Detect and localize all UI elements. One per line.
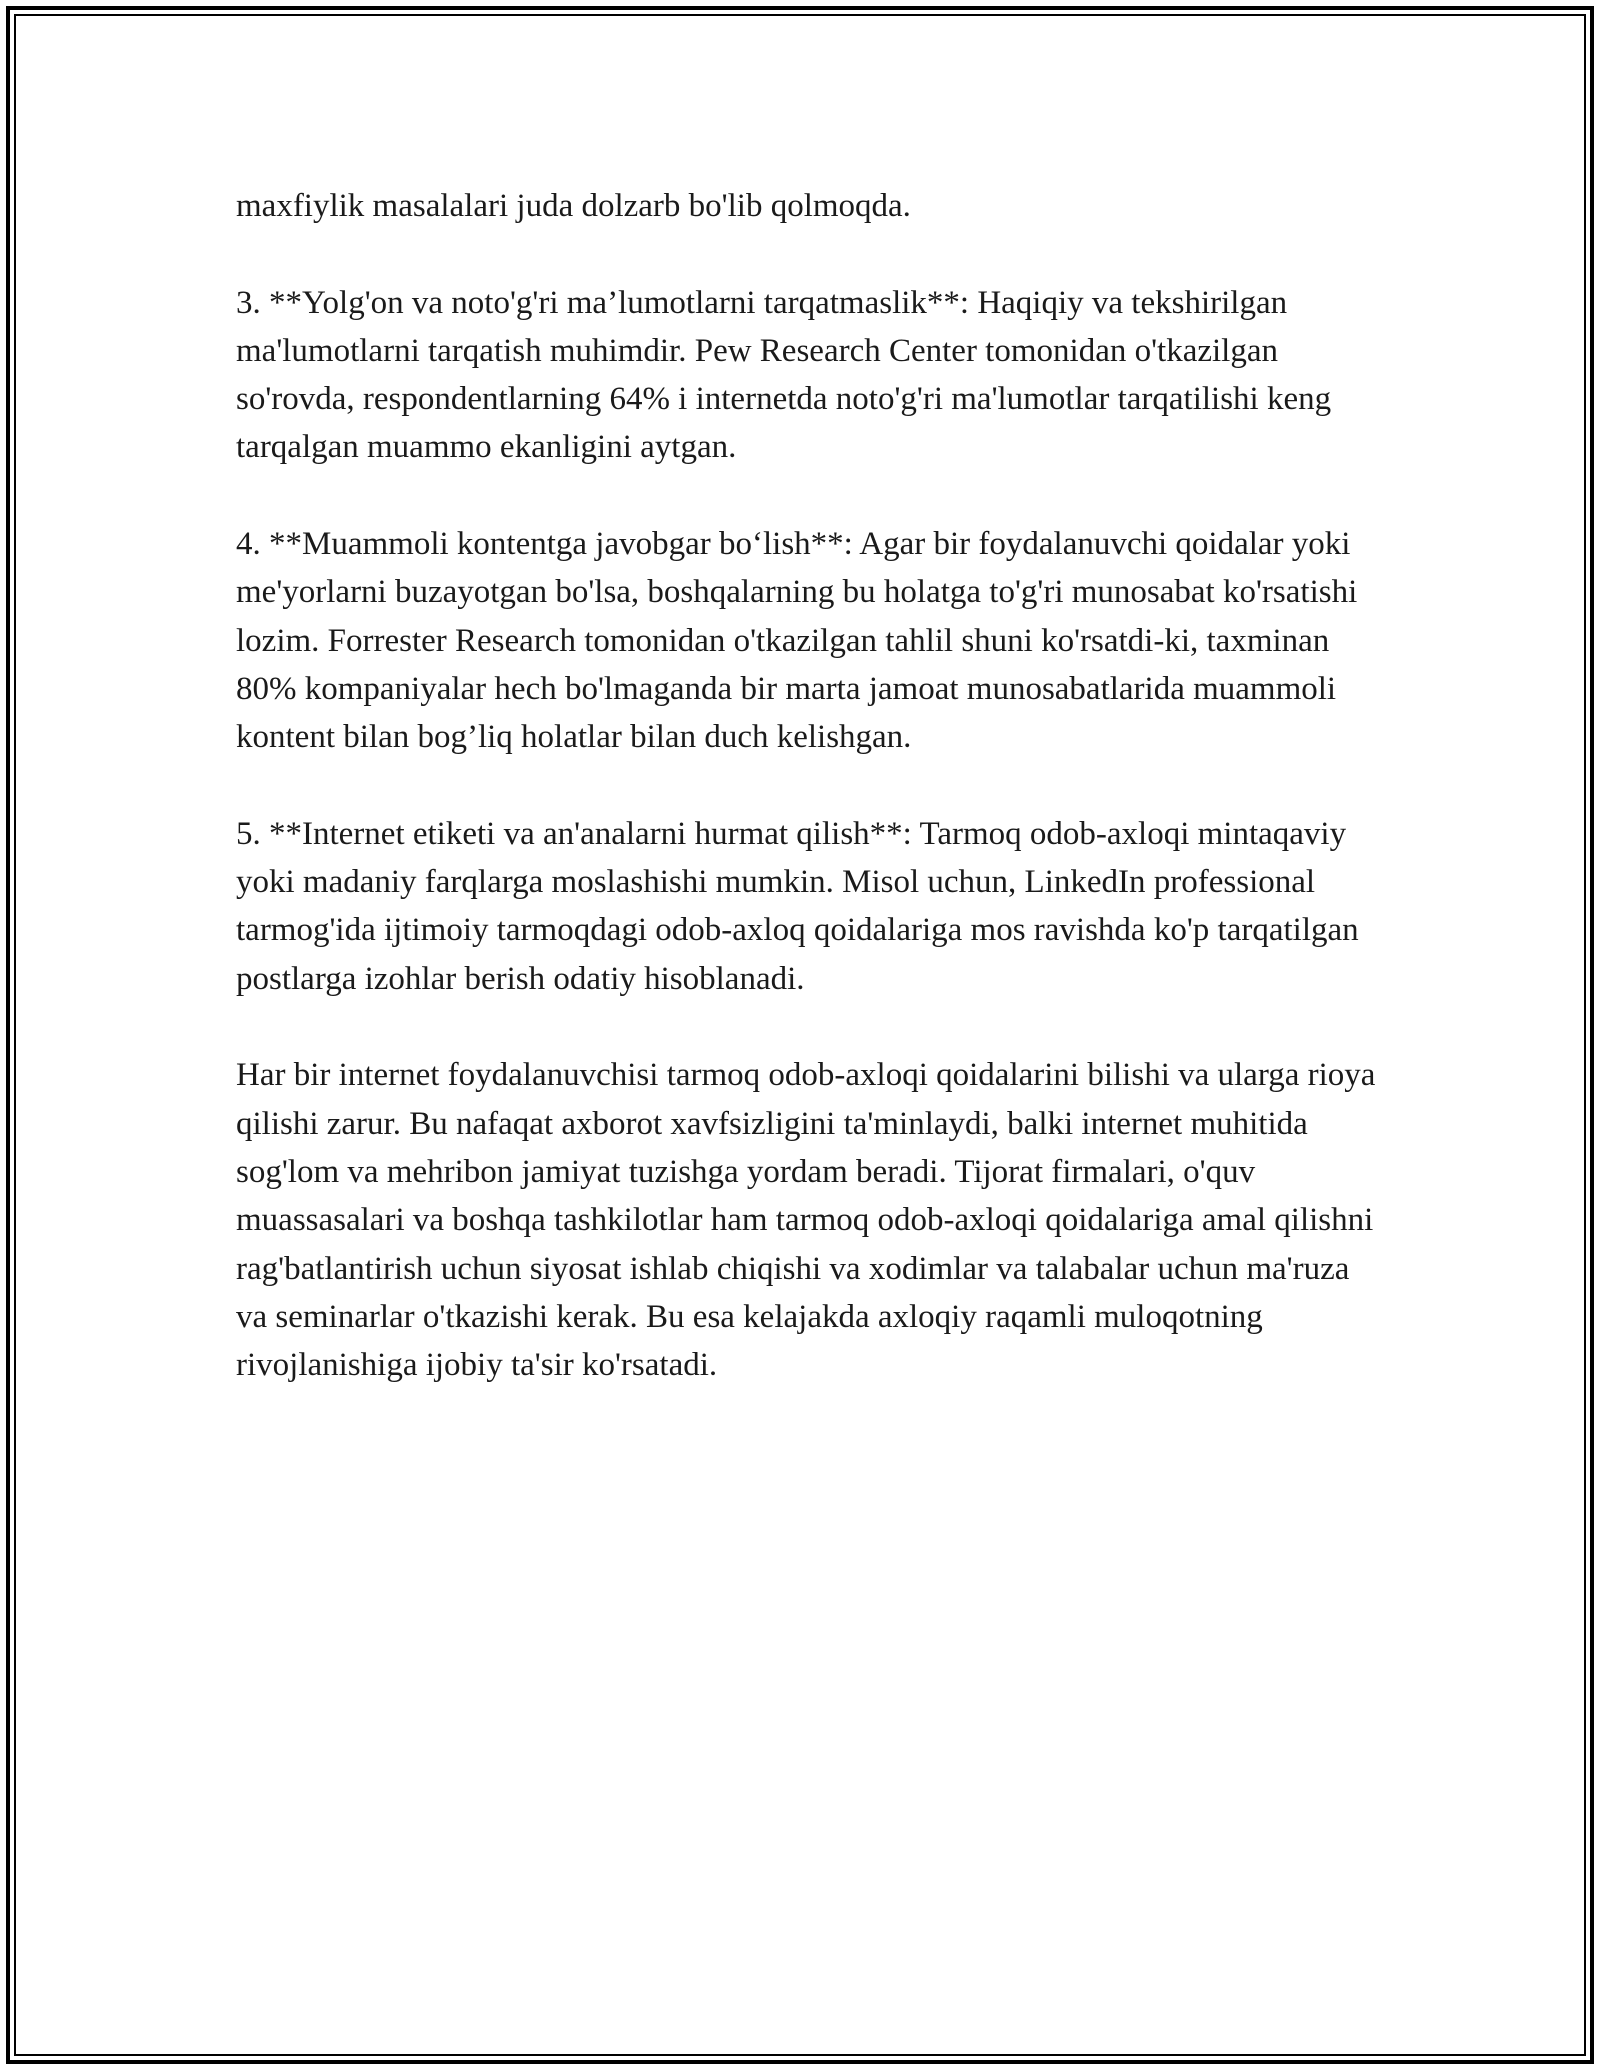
paragraph-intro-continuation: maxfiylik masalalari juda dolzarb bo'lib qolmoqda.	[236, 188, 911, 224]
document-body	[236, 182, 1376, 1438]
paragraph-conclusion: Har bir internet foydalanuvchisi tarmoq odob-axloqi qoidalarini bilishi va ularga rioya qilishi zarur. Bu nafaqat axborot xavfsizligini ta'minlaydi, balki internet muhitida sog'lom va mehribon jamiyat tuzishga yordam beradi. Tijorat firmalari, o'quv muassasalari va boshqa tashkilotlar ham tarmoq odob-axloqi qoidalariga amal qilishni rag'batlantirish uchun siyosat ishlab chiqishi va xodimlar va talabalar uchun ma'ruza va seminarlar o'tkazishi kerak. Bu esa kelajakda axloqiy raqamli muloqotning rivojlanishiga ijobiy ta'sir ko'rsatadi.	[236, 1057, 1376, 1384]
paragraph-item-4: 4. **Muammoli kontentga javobgar bo‘lish**: Agar bir foydalanuvchi qoidalar yoki me'yorlarni buzayotgan bo'lsa, boshqalarning bu holatga to'g'ri munosabat ko'rsatishi lozim. Forrester Research tomonidan o'tkazilgan tahlil shuni ko'rsatdi-ki, taxminan 80% kompaniyalar hech bo'lmaganda bir marta jamoat munosabatlarida muammoli kontent bilan bog’liq holatlar bilan duch kelishgan.	[236, 526, 1358, 756]
paragraph-item-5: 5. **Internet etiketi va an'analarni hurmat qilish**: Tarmoq odob-axloqi mintaqaviy yoki madaniy farqlarga moslashishi mumkin. Misol uchun, LinkedIn professional tarmog'ida ijtimoiy tarmoqdagi odob-axloq qoidalariga mos ravishda ko'p tarqatilgan postlarga izohlar berish odatiy hisoblanadi.	[236, 815, 1359, 997]
paragraph-item-3: 3. **Yolg'on va noto'g'ri ma’lumotlarni tarqatmaslik**: Haqiqiy va tekshirilgan ma'lumotlarni tarqatish muhimdir. Pew Research Center tomonidan o'tkazilgan so'rovda, respondentlarning 64% i internetda noto'g'ri ma'lumotlar tarqatilishi keng tarqalgan muammo ekanligini aytgan.	[236, 284, 1332, 466]
